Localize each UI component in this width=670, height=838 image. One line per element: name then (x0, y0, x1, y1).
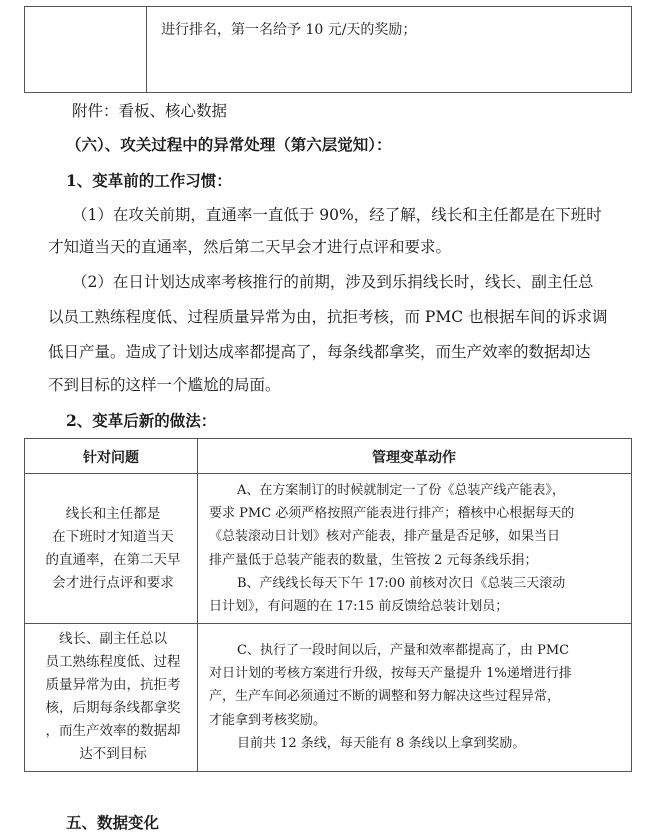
top-table-divider (146, 7, 147, 92)
para2-line2: 以员工熟练程度低、过程质量异常为由，抗拒考核，而 PMC 也根据车间的诉求调 (48, 308, 608, 326)
row2-action-line: 对日计划的考核方案进行升级，按每天产量提升 1%递增进行排 (209, 666, 572, 682)
row2-actions (209, 639, 625, 755)
para2-line4: 不到目标的这样一个尴尬的局面。 (48, 376, 281, 394)
row1-problem-line: 会才进行点评和要求 (52, 575, 174, 591)
row2-problem-line: 质量异常为由，抗拒考 (45, 677, 181, 693)
row2-action-line: C、执行了一段时间以后，产量和效率都提高了，由 PMC (237, 643, 570, 658)
para1-line1: （1）在攻关前期，直通率一直低于 90%，经了解，线长和主任都是在下班时 (72, 206, 602, 224)
row2-problem (33, 628, 193, 766)
row1-action-line: 要求 PMC 必须严格按照产能表进行排产；稽核中心根据每天的 (209, 506, 575, 522)
header-action: 管理变革动作 (372, 450, 456, 466)
attachment-line: 附件：看板、核心数据 (72, 102, 228, 120)
para2-line1: （2）在日计划达成率考核推行的前期，涉及到乐捐线长时，线长、副主任总 (72, 273, 594, 291)
row2-action-line: 才能拿到考核奖励。 (209, 712, 327, 728)
row1-problem-line: 的直通率，在第二天早 (45, 552, 181, 568)
row2-problem-line: 线长、副主任总以 (59, 631, 167, 647)
row2-action-line: 产，生产车间必须通过不断的调整和努力解决这些过程异常， (209, 689, 561, 705)
top-table-cell-text: 进行排名，第一名给予 10 元/天的奖励； (161, 22, 417, 38)
para1-line2: 才知道当天的直通率，然后第二天早会才进行点评和要求。 (48, 238, 452, 256)
row2-problem-line: ，而生产效率的数据却 (45, 723, 181, 739)
row1-action-line: 《总装滚动日计划》核对产能表，排产量是否足够，如果当日 (209, 529, 561, 545)
header-problem: 针对问题 (83, 450, 139, 466)
row2-action-line: 目前共 12 条线，每天能有 8 条线以上拿到奖励。 (237, 735, 526, 751)
row1-problem-line: 线长和主任都是 (65, 506, 161, 522)
table-column-divider (197, 439, 198, 771)
sub1-title: 1、变革前的工作习惯： (66, 171, 232, 190)
row1-actions (209, 479, 625, 618)
row1-action-line: B、产线线长每天下午 17:00 前核对次日《总装三天滚动 (237, 575, 566, 591)
row1-action-line: A、在方案制订的时候就制定一了份《总装产线产能表》， (237, 483, 565, 498)
row1-action-line: 排产量低于总装产能表的数量，生管按 2 元每条线乐捐； (209, 552, 538, 568)
row2-problem-line: 员工熟练程度低、过程 (45, 654, 181, 670)
row1-problem (33, 503, 193, 595)
row1-action-line: 日计划》，有问题的在 17:15 前反馈给总装计划员； (209, 599, 509, 615)
sub2-title: 2、变革后新的做法： (66, 411, 217, 430)
table-header-divider (25, 473, 631, 474)
section6-title: （六）、攻关过程中的异常处理（第六层觉知）： (66, 135, 392, 154)
reform-table (24, 438, 632, 772)
top-table (24, 6, 632, 93)
row1-problem-line: 在下班时才知道当天 (52, 529, 174, 545)
row2-problem-line: 核，后期每条线都拿奖 (45, 700, 181, 716)
section5-title: 五、数据变化 (66, 813, 160, 832)
row2-problem-line: 达不到目标 (79, 746, 147, 762)
para2-line3: 低日产量。造成了计划达成率都提高了，每条线都拿奖，而生产效率的数据却达 (48, 343, 591, 361)
table-row-divider (25, 623, 631, 624)
